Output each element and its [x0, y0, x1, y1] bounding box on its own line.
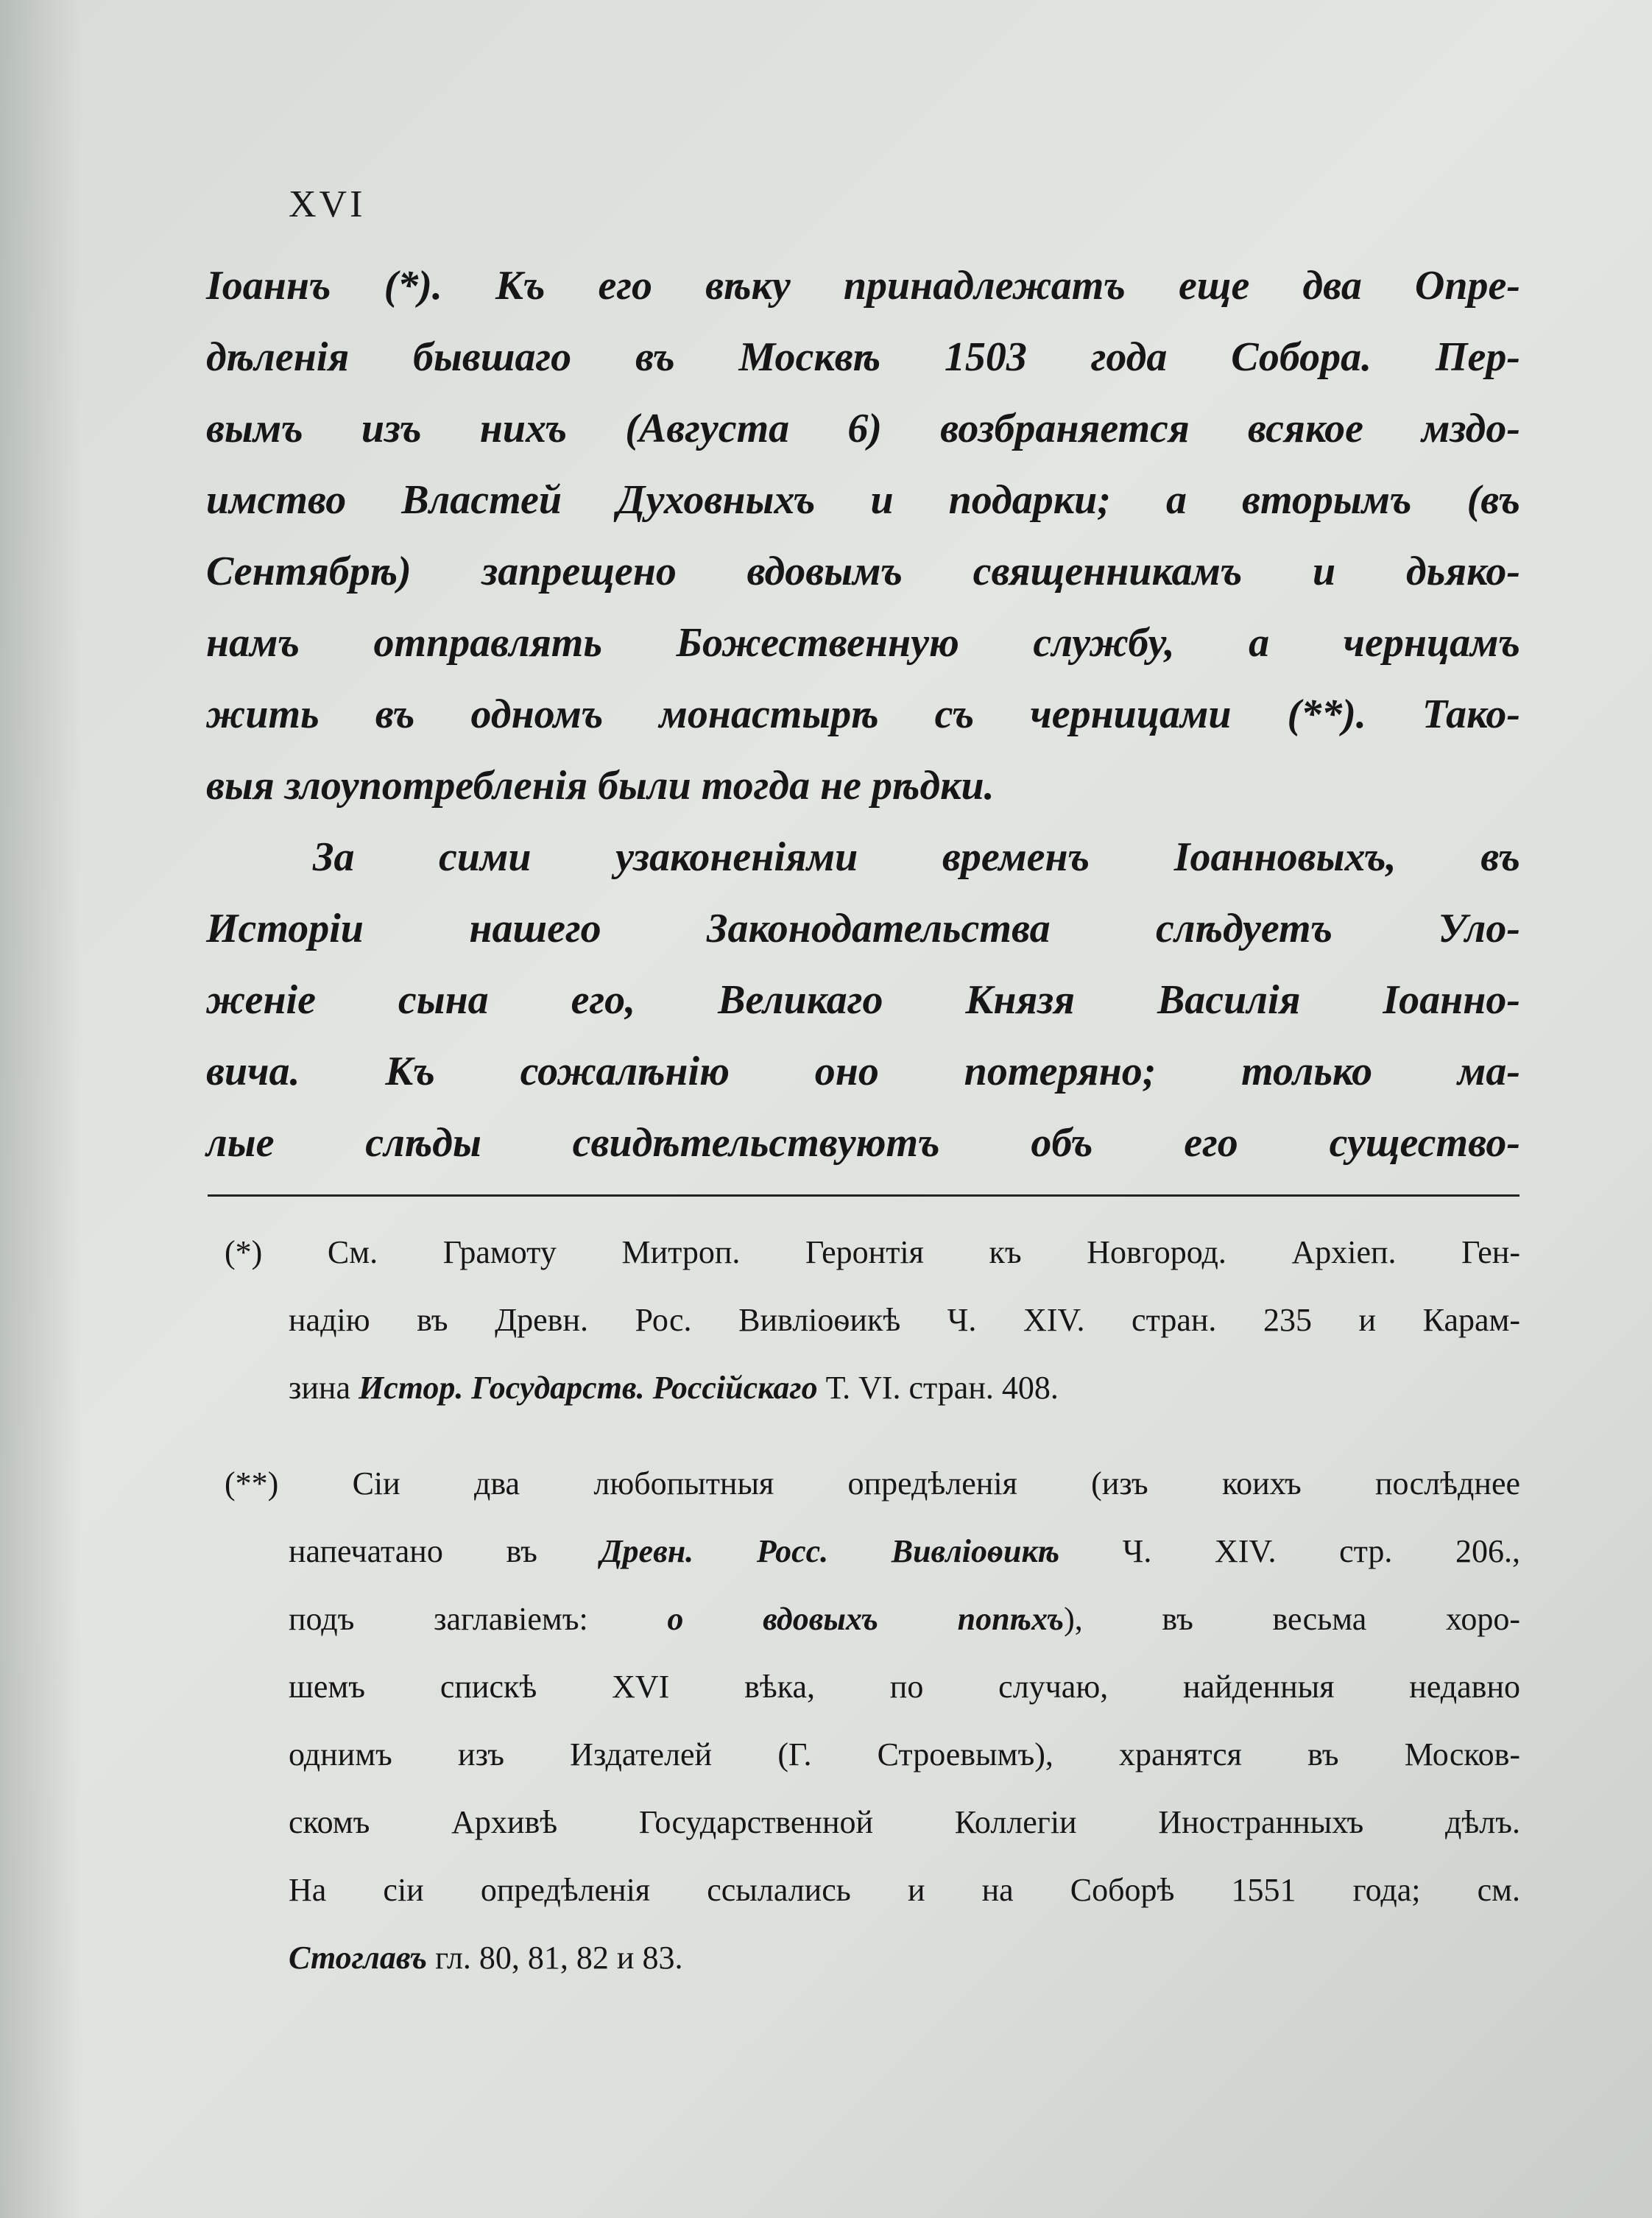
footnote-text: ), въ весьма хоро-: [1064, 1601, 1521, 1637]
text-line: За сими узаконеніями временъ Іоанновыхъ, въ: [313, 834, 1520, 880]
text-line: жить въ одномъ монастырѣ съ черницами (**). Тако-: [206, 691, 1520, 737]
footnote-text: зина: [289, 1370, 359, 1406]
footnote-italic: Истор. Государств. Россійскаго: [359, 1370, 818, 1406]
page-shadow: [0, 0, 81, 2218]
footnote-italic: Стоглавъ: [289, 1940, 428, 1976]
footnote-text: гл. 80, 81, 82 и 83.: [427, 1940, 683, 1976]
footnote-line: [225, 1518, 1520, 1585]
footnote-line: скомъ Архивѣ Государственной Коллегіи Иностранныхъ дѣлъ.: [289, 1804, 1520, 1840]
footnote-line: [225, 1354, 1520, 1422]
footnote-text: напечатано въ: [289, 1533, 601, 1569]
footnote-line: надію въ Древн. Рос. Вивліоѳикѣ Ч. XIV. стран. 235 и Карам-: [289, 1302, 1520, 1338]
text-line: дѣленія бывшаго въ Москвѣ 1503 года Собора. Пер-: [206, 334, 1520, 380]
footnote-2: [225, 1450, 1520, 1992]
footnote-text: Т. VI. стран. 408.: [817, 1370, 1059, 1406]
text-line: Исторіи нашего Законодательства слѣдуетъ Уло-: [206, 906, 1520, 951]
text-line: лые слѣды свидѣтельствуютъ объ его существо-: [206, 1120, 1520, 1166]
footnote-line: На сіи опредѣленія ссылались и на Соборѣ 1551 года; см.: [289, 1872, 1520, 1908]
page-number: XVI: [289, 183, 366, 225]
text-line: женіе сына его, Великаго Князя Василія Іоанно-: [206, 977, 1520, 1023]
footnote-text: Ч. XIV. стр. 206.,: [1059, 1533, 1520, 1569]
footnote-1: [225, 1219, 1520, 1422]
footnote-line: [225, 1924, 1520, 1992]
footnote-line: однимъ изъ Издателей (Г. Строевымъ), хранятся въ Москов-: [289, 1736, 1520, 1772]
footnote-text: подъ заглавіемъ:: [289, 1601, 668, 1637]
text-line: намъ отправлять Божественную службу, а чернцамъ: [206, 620, 1520, 666]
text-line: Іоаннъ (*). Къ его вѣку принадлежатъ еще два Опре-: [206, 263, 1520, 309]
footnote-divider: [208, 1194, 1519, 1197]
footnote-italic: о вдовыхъ попѣхъ: [667, 1601, 1065, 1637]
footnote-line: [225, 1585, 1520, 1653]
footnote-line: (**) Сіи два любопытныя опредѣленія (изъ коихъ послѣднее: [225, 1465, 1520, 1501]
text-line: вича. Къ сожалѣнію оно потеряно; только ма-: [206, 1049, 1520, 1094]
text-line: имство Властей Духовныхъ и подарки; а вторымъ (въ: [206, 477, 1520, 523]
text-line: выя злоупотребленія были тогда не рѣдки.: [206, 763, 995, 809]
footnote-italic: Древн. Росс. Вивліоѳикѣ: [600, 1533, 1060, 1569]
text-line: Сентябрѣ) запрещено вдовымъ священникамъ и дьяко-: [206, 549, 1520, 594]
main-text: [206, 250, 1520, 1179]
footnote-line: шемъ спискѣ XVI вѣка, по случаю, найденныя недавно: [289, 1669, 1520, 1705]
footnote-line: (*) См. Грамоту Митроп. Геронтія къ Новгород. Архіеп. Ген-: [225, 1234, 1520, 1270]
text-line: вымъ изъ нихъ (Августа 6) возбраняется всякое мздо-: [206, 406, 1520, 451]
footnote-gap: [225, 1422, 1520, 1450]
footnotes: [225, 1219, 1520, 1992]
